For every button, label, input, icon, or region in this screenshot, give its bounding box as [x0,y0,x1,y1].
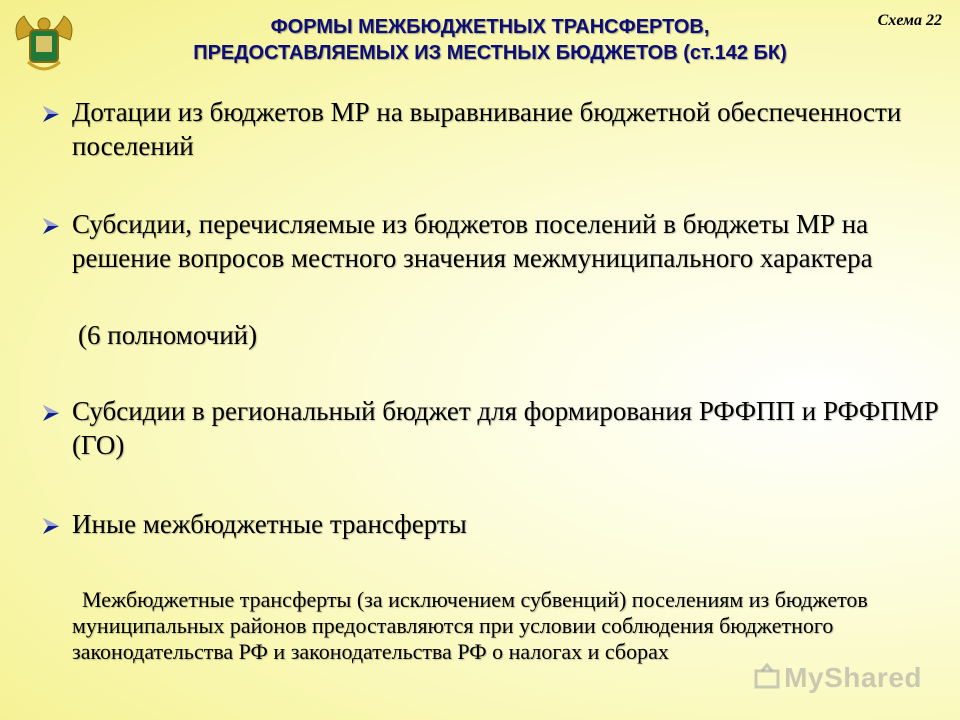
arrow-bullet-icon [40,515,62,537]
page-title [100,14,880,66]
arrow-bullet-icon [40,103,62,125]
watermark-text: MyShared [784,662,922,693]
watermark-logo-icon [754,663,780,696]
title-line-2: ПРЕДОСТАВЛЯЕМЫХ ИЗ МЕСТНЫХ БЮДЖЕТОВ (ст.142 БК) [193,42,787,64]
scheme-label: Схема 22 [877,12,942,29]
watermark [754,662,922,696]
list-item [40,95,940,163]
title-line-1: ФОРМЫ МЕЖБЮДЖЕТНЫХ ТРАНСФЕРТОВ, [270,16,710,38]
list-item [40,394,940,462]
list-item [40,507,940,541]
list-item-text: Субсидии в региональный бюджет для формирования РФФПП и РФФПМР (ГО) [72,396,939,460]
list-item-text: Дотации из бюджетов МР на выравнивание бюджетной обеспеченности поселений [72,97,902,161]
arrow-bullet-icon [40,402,62,424]
list-item-text: Субсидии, перечисляемые из бюджетов поселений в бюджеты МР на решение вопросов местного значения межмуниципального характера [72,209,873,273]
list-item [40,207,940,275]
list-item-note: (6 полномочий) [78,320,258,350]
arrow-bullet-icon [40,215,62,237]
coat-of-arms-icon [8,10,80,80]
list-item-text: Иные межбюджетные трансферты [72,509,467,539]
footnote-text: Межбюджетные трансферты (за исключением субвенций) поселениям из бюджетов муниципальных районов предоставляются при условии соблюдения бюджетного законодательства РФ и законодательства РФ о налогах и сборах [72,587,868,664]
